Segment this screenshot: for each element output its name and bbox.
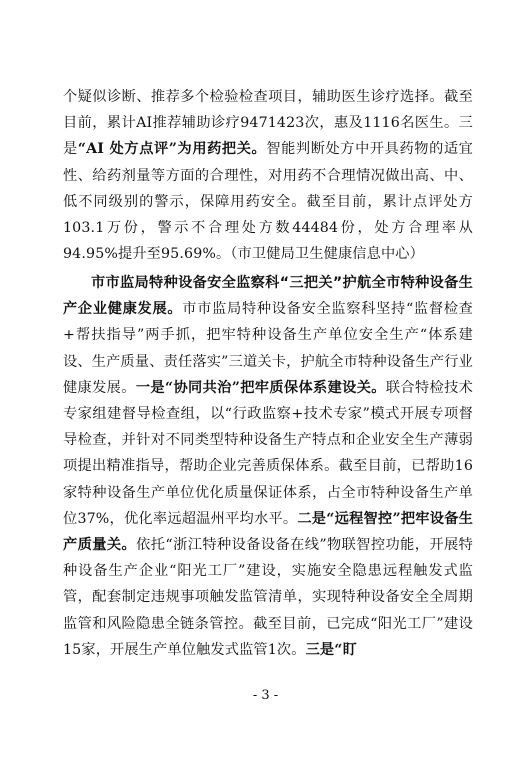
paragraph-text: 市市监局特种设备安全监察科坚持“监督检查+帮扶指导”两手抓，把牢特种设备生产单位安全生产“体系建设、生产质量、责任落实”三道关卡，护航全市特种设备生产行业健康发展。 (63, 301, 473, 396)
bold-subheading: 二是“远程智控”把牢设备生产质量关。 (63, 510, 473, 554)
bold-subheading: 一是“协同共治”把牢质保体系建设关。 (135, 379, 386, 396)
paragraph-text: 依托“浙江特种设备设备在线”物联智控功能，开展特种设备生产企业“阳光工厂”建设，实施安全隐患远程触发式监管，配套制定违规事项触发监管清单，实现特种设备安全全周期监管和风险隐患全链条管控。截至目前，已完成“阳光工厂”建设15家，开展生产单位触发式监管1次。 (63, 537, 473, 658)
bold-subheading: 三是“盯 (305, 641, 357, 658)
section-heading: 市市监局特种设备安全监察科“三把关”护航全市特种设备生产企业健康发展。 (63, 275, 473, 318)
paragraph-text: 个疑似诊断、推荐多个检验检查项目，辅助医生诊疗选择。截至目前，累计AI推荐辅助诊疗9471423次，惠及1116名医生。三是 (63, 89, 473, 158)
paragraph-text: 联合特检技术专家组建督导检查组，以“行政监察+技术专家”模式开展专项督导检查，并针对不同类型特种设备生产特点和企业安全生产薄弱项提出精准指导，帮助企业完善质保体系。截至目前，已帮助16家特种设备生产单位优化质量保证体系，占全市特种设备生产单位37%，优化率远超温州平均水平。 (63, 379, 473, 527)
bold-subheading: “AI 处方点评”为用药把关。 (77, 141, 267, 158)
page-number: - 3 - (252, 688, 279, 703)
paragraph-text: 智能判断处方中开具药物的适宜性、给药剂量等方面的合理性，对用药不合理情况做出高、中、低不同级别的警示，保障用药安全。截至目前，累计点评处方103.1万份，警示不合理处方数44484份，处方合理率从94.95%提升至95.69%。（市卫健局卫生健康信息中心） (63, 141, 473, 263)
paragraph-special-equipment (63, 270, 473, 663)
paragraph-ai-diagnosis (63, 84, 473, 267)
